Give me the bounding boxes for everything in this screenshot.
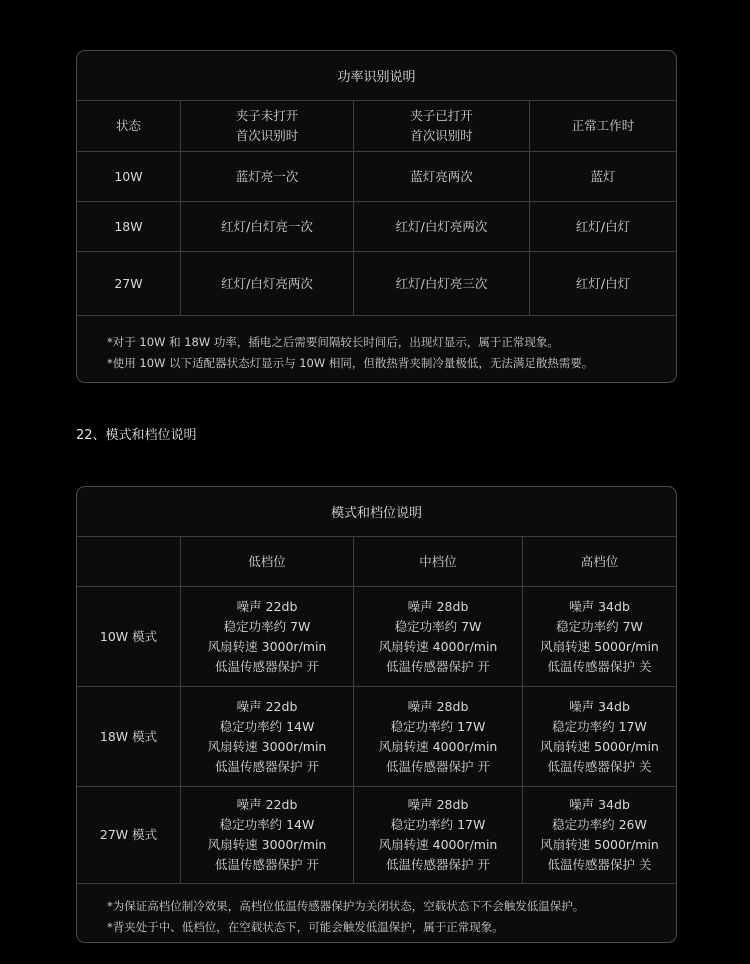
- spec-line: 风扇转速 5000r/min: [540, 738, 659, 754]
- table1-header-normal: 正常工作时: [571, 118, 635, 133]
- spec-line: 稳定功率约 17W: [552, 718, 647, 734]
- table2-header-empty: [77, 537, 181, 586]
- spec-line: 稳定功率约 17W: [390, 817, 486, 832]
- header-line: 首次识别时: [235, 128, 299, 143]
- power-recognition-card: [76, 50, 677, 383]
- note-line: *使用 10W 以下适配器状态灯显示与 10W 相同，但散热背夹制冷量极低，无法满足散热需要。: [107, 356, 594, 370]
- spec-line: 低温传感器保护 开: [215, 658, 319, 674]
- spec-cell: [181, 787, 354, 883]
- spec-line: 噪声 34db: [569, 598, 630, 614]
- spec-line: 低温传感器保护 关: [547, 758, 652, 774]
- note-line: *背夹处于中、低档位，在空载状态下，可能会触发低温保护，属于正常现象。: [107, 920, 504, 934]
- spec-cell: [354, 787, 523, 883]
- spec-line: 噪声 22db: [236, 598, 298, 614]
- spec-line: 稳定功率约 14W: [219, 817, 315, 832]
- spec-line: 噪声 22db: [236, 797, 298, 812]
- power-recognition-title: 功率识别说明: [77, 51, 676, 101]
- spec-line: 噪声 22db: [236, 698, 298, 714]
- table1-notes: [77, 316, 676, 374]
- table2-header-high: 高档位: [580, 553, 619, 569]
- table2-header-mid: 中档位: [354, 537, 523, 586]
- table-row: [77, 787, 676, 884]
- table-cell: 红灯/白灯: [575, 275, 631, 291]
- spec-line: 噪声 34db: [569, 797, 630, 812]
- spec-cell: [354, 687, 523, 786]
- table-row: [77, 687, 676, 787]
- mode-label: 27W 模式: [77, 787, 181, 883]
- table1-header-status: 状态: [77, 101, 181, 151]
- table1-header-row: [77, 101, 676, 152]
- spec-line: 低温传感器保护 开: [215, 857, 319, 872]
- table-cell: 蓝灯亮一次: [181, 152, 354, 201]
- mode-gear-title: 模式和档位说明: [77, 487, 676, 537]
- spec-line: 风扇转速 4000r/min: [378, 638, 498, 654]
- spec-line: 噪声 28db: [407, 797, 469, 812]
- spec-line: 风扇转速 3000r/min: [207, 738, 327, 754]
- spec-line: 噪声 28db: [407, 698, 469, 714]
- spec-line: 风扇转速 3000r/min: [207, 638, 327, 654]
- spec-line: 稳定功率约 7W: [394, 618, 482, 634]
- spec-line: 风扇转速 4000r/min: [378, 738, 498, 754]
- table-cell: 红灯/白灯亮两次: [354, 202, 530, 251]
- table-cell: 蓝灯: [590, 168, 616, 184]
- power-label: 27W: [77, 252, 181, 315]
- table-row: [77, 202, 676, 252]
- table-cell: 红灯/白灯亮一次: [181, 202, 354, 251]
- table-row: [77, 587, 676, 687]
- spec-line: 低温传感器保护 关: [547, 857, 652, 872]
- header-line: 夹子已打开: [410, 108, 473, 123]
- header-line: 首次识别时: [410, 128, 473, 143]
- table-cell: 蓝灯亮两次: [354, 152, 530, 201]
- spec-line: 噪声 28db: [407, 598, 469, 614]
- table-cell: 红灯/白灯: [575, 218, 631, 234]
- spec-line: 稳定功率约 26W: [552, 817, 647, 832]
- table2-header-row: [77, 537, 676, 587]
- spec-line: 低温传感器保护 关: [547, 658, 652, 674]
- spec-line: 噪声 34db: [569, 698, 630, 714]
- table2-header-low: 低档位: [181, 537, 354, 586]
- note-line: *为保证高档位制冷效果，高档位低温传感器保护为关闭状态，空载状态下不会触发低温保护。: [107, 899, 585, 913]
- table-cell: 红灯/白灯亮两次: [181, 252, 354, 315]
- spec-cell: [354, 587, 523, 686]
- spec-line: 稳定功率约 14W: [219, 718, 315, 734]
- spec-line: 稳定功率约 7W: [556, 618, 643, 634]
- mode-label: 10W 模式: [77, 587, 181, 686]
- spec-line: 低温传感器保护 开: [386, 658, 490, 674]
- note-line: *对于 10W 和 18W 功率，插电之后需要间隔较长时间后，出现灯显示，属于正常现象。: [107, 335, 559, 349]
- spec-line: 风扇转速 5000r/min: [540, 638, 659, 654]
- table1-header-clip-open: [354, 101, 530, 151]
- spec-line: 风扇转速 3000r/min: [207, 837, 327, 852]
- spec-line: 风扇转速 4000r/min: [378, 837, 498, 852]
- table-cell: 红灯/白灯亮三次: [354, 252, 530, 315]
- spec-line: 风扇转速 5000r/min: [540, 837, 659, 852]
- mode-gear-card: [76, 486, 677, 943]
- spec-line: 稳定功率约 7W: [223, 618, 311, 634]
- spec-line: 稳定功率约 17W: [390, 718, 486, 734]
- spec-cell: [181, 687, 354, 786]
- section-heading: 22、模式和档位说明: [76, 428, 197, 443]
- spec-line: 低温传感器保护 开: [386, 758, 490, 774]
- spec-cell: [181, 587, 354, 686]
- power-label: 18W: [77, 202, 181, 251]
- power-label: 10W: [77, 152, 181, 201]
- spec-cell: [523, 587, 676, 686]
- table1-header-clip-closed: [181, 101, 354, 151]
- header-line: 夹子未打开: [235, 108, 299, 123]
- mode-label: 18W 模式: [77, 687, 181, 786]
- table-row: [77, 152, 676, 202]
- spec-line: 低温传感器保护 开: [215, 758, 319, 774]
- spec-cell: [523, 787, 676, 883]
- table2-notes: [77, 884, 676, 938]
- spec-cell: [523, 687, 676, 786]
- spec-line: 低温传感器保护 开: [386, 857, 490, 872]
- table-row: [77, 252, 676, 316]
